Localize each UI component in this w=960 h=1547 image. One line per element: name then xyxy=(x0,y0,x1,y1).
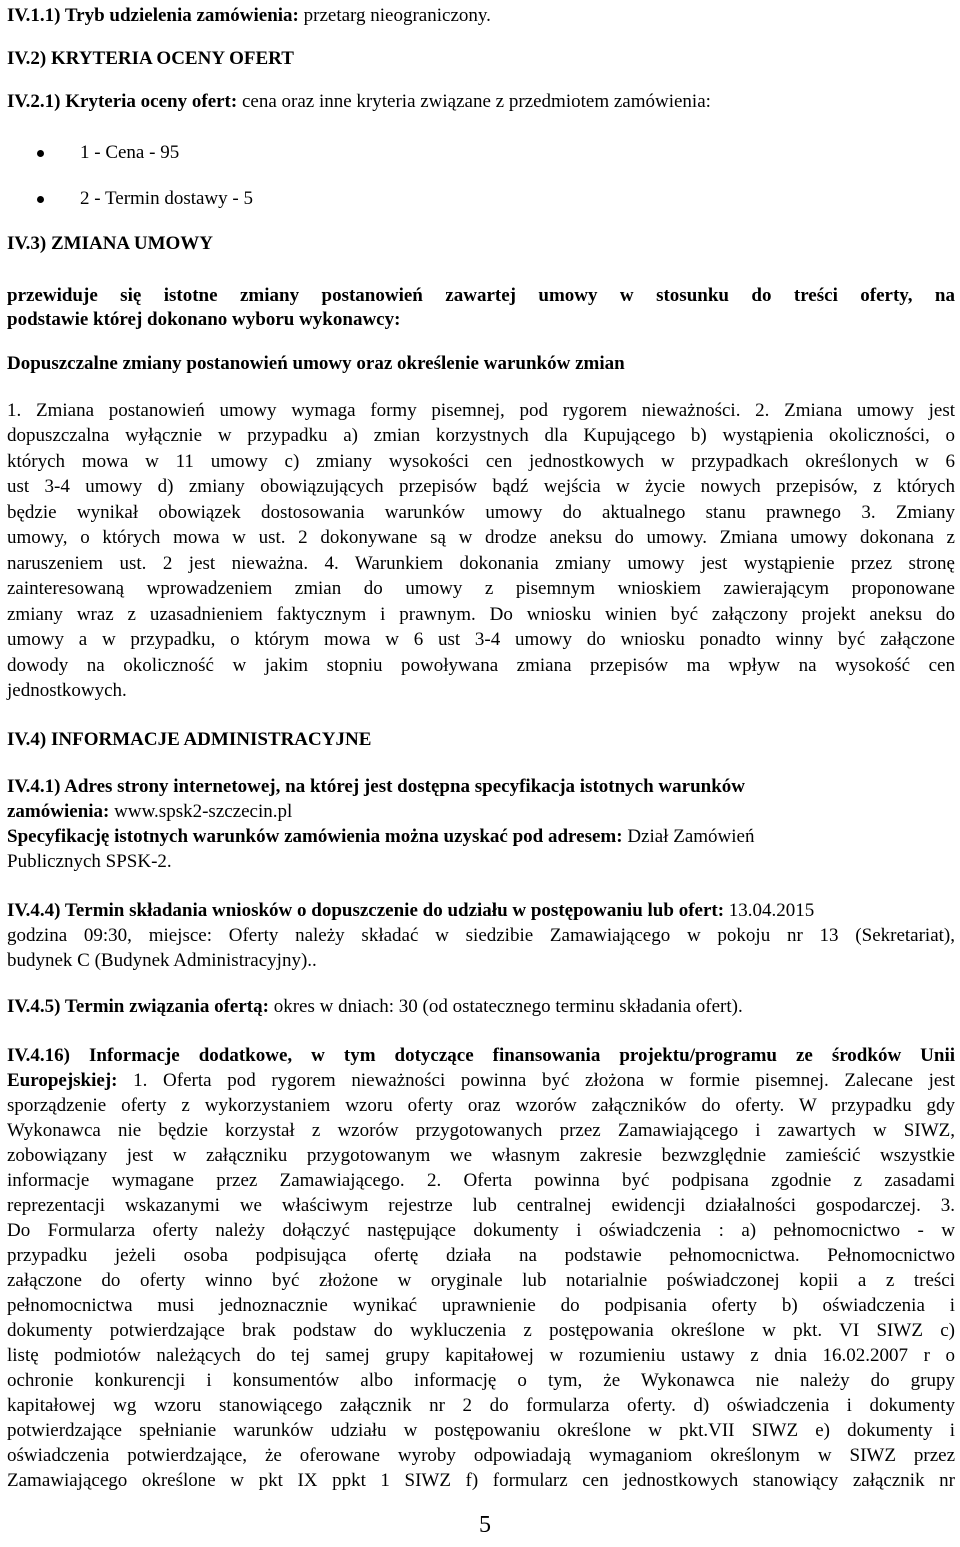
section-iv-1-1 xyxy=(7,4,491,28)
iv3-body-line: zmiany wraz z uzasadnieniem faktycznym i prawnym. Do wniosku winien być załączony projekt aneksu do xyxy=(7,604,955,625)
iv4-16-body-line: listę podmiotów należących do tej samej grupy kapitałowej w rozumieniu ustawy z dnia 16.02.2007 r o xyxy=(7,1345,955,1366)
iv3-line-2: podstawie której dokonano wyboru wykonawcy: xyxy=(7,309,401,330)
iv4-16-line-1: IV.4.16) Informacje dodatkowe, w tym dotyczące finansowania projektu/programu ze środków Unii xyxy=(7,1045,955,1066)
spec-website-url: www.spsk2-szczecin.pl xyxy=(109,801,293,822)
bullet-icon xyxy=(37,150,44,157)
iv4-16-body-line: ochronie konkurencji i konsumentów albo informację o tym, że Wykonawca nie należy do grupy xyxy=(7,1370,955,1391)
iv4-5: IV.4.5) Termin związania ofertą: okres w dniach: 30 (od ostatecznego terminu składania ofert). xyxy=(7,996,743,1017)
iv4-1-line-3: Specyfikację istotnych warunków zamówienia można uzyskać pod adresem: Dział Zamówień xyxy=(7,826,755,847)
iv3-body-line: dowody na okoliczność w jakim stopniu powoływana zmiana przepisów ma wpływ na wysokość cen xyxy=(7,655,955,676)
iv4-16-body-line: sporządzenie oferty z wykorzystaniem wzoru oferty oraz wzorów załączników do oferty. W przypadku gdy xyxy=(7,1095,955,1116)
criteria-item-1: 1 - Cena - 95 xyxy=(80,142,180,163)
iv4-1-line-4: Publicznych SPSK-2. xyxy=(7,851,172,872)
iv3-body-line: umowy, o których mowa w ust. 2 dokonywane są w drodze aneksu do umowy. Zmiana umowy dokonana z xyxy=(7,527,955,548)
iv4-16-body-line: informacje wymagane przez Zamawiającego. 2. Oferta powinna być podpisana zgodnie z zasadami xyxy=(7,1170,955,1191)
iv4-4-line-1: IV.4.4) Termin składania wniosków o dopuszczenie do udziału w postępowaniu lub ofert: 13.04.2015 xyxy=(7,900,815,921)
page-number: 5 xyxy=(479,1512,491,1538)
iv4-4-line-3: budynek C (Budynek Administracyjny).. xyxy=(7,950,317,971)
iv4-16-body-line: dokumenty potwierdzające brak podstaw do wykluczenia z postępowania określone w pkt. VI SIWZ c) xyxy=(7,1320,955,1341)
criteria-item-2: 2 - Termin dostawy - 5 xyxy=(80,188,253,209)
iv4-16-body-line: załączone do oferty winno być złożone w oryginale lub notarialnie poświadczonej kopii a z treści xyxy=(7,1270,955,1291)
iv4-4-line-2: godzina 09:30, miejsce: Oferty należy składać w siedzibie Zamawiającego w pokoju nr 13 (Sekretariat), xyxy=(7,925,955,946)
iv4-16-body-line: przypadku jeżeli osoba podpisująca ofertę działa na podstawie pełnomocnictwa. Pełnomocnictwo xyxy=(7,1245,955,1266)
section-iv-2-1-value: cena oraz inne kryteria związane z przedmiotem zamówienia: xyxy=(237,91,711,112)
section-iv-3-heading: IV.3) ZMIANA UMOWY xyxy=(7,233,214,254)
iv3-body-line: zainteresowaną wprowadzeniem zmian do umowy z pisemnym wnioskiem zawierającym proponowane xyxy=(7,578,955,599)
iv3-line-1: przewiduje się istotne zmiany postanowień zawartej umowy w stosunku do treści oferty, na xyxy=(7,285,955,306)
section-iv-1-1-label: IV.1.1) Tryb udzielenia zamówienia: xyxy=(7,5,299,26)
iv3-body-line: będzie wynikał obowiązek dostosowania warunków umowy do aktualnego stanu prawnego 3. Zmiany xyxy=(7,502,955,523)
iv4-1-line-2: zamówienia: www.spsk2-szczecin.pl xyxy=(7,801,293,822)
iv3-body-line: których mowa w 11 umowy c) zmiany wysokości cen jednostkowych w przypadkach określonych w 6 xyxy=(7,451,955,472)
section-iv-2-1-label: IV.2.1) Kryteria oceny ofert: xyxy=(7,91,238,112)
iv3-body-line: ust 3-4 umowy d) zmiany obowiązujących przepisów bądź wejścia w życie nowych przepisów, z których xyxy=(7,476,955,497)
iv3-body-line: umowy a w przypadku, o którym mowa w 6 ust 3-4 umowy do wniosku ponadto winny być załączone xyxy=(7,629,955,650)
section-iv-2-heading: IV.2) KRYTERIA OCENY OFERT xyxy=(7,48,294,69)
section-iv-4-heading: IV.4) INFORMACJE ADMINISTRACYJNE xyxy=(7,729,372,750)
section-iv-2-1 xyxy=(7,90,711,114)
iv4-16-body-line: pełnomocnictwa musi jednoznacznie wynikać uprawnienie do podpisania oferty b) oświadczenia i xyxy=(7,1295,955,1316)
iv4-16-body-line: zobowiązany jest w załączniku przygotowanym we własnym zakresie bezwzględnie zamieścić wszystkie xyxy=(7,1145,955,1166)
iv3-body-line: naruszeniem ust. 2 jest nieważna. 4. Warunkiem dokonania zmiany umowy jest wystąpienie przez stronę xyxy=(7,553,955,574)
iv4-16-body-line: Zamawiającego określone w pkt IX ppkt 1 SIWZ f) formularz cen jednostkowych stanowiący załącznik nr xyxy=(7,1470,955,1491)
iv3-body-line: jednostkowych. xyxy=(7,680,127,701)
iv4-1-line-1: IV.4.1) Adres strony internetowej, na której jest dostępna specyfikacja istotnych warunków xyxy=(7,776,746,797)
iv4-16-body-line: Do Formularza oferty należy dołączyć następujące dokumenty i oświadczenia : a) pełnomocnictwo - w xyxy=(7,1220,955,1241)
iv3-body-line: 1. Zmiana postanowień umowy wymaga formy pisemnej, pod rygorem nieważności. 2. Zmiana umowy jest xyxy=(7,400,955,421)
iv3-body-line: dopuszczalna wyłącznie w przypadku a) zmian korzystnych dla Kupującego b) wystąpienia okoliczności, o xyxy=(7,425,955,446)
deadline-date: 13.04.2015 xyxy=(724,900,815,921)
section-iv-1-1-value: przetarg nieograniczony. xyxy=(298,5,491,26)
iv4-16-body-line: oświadczenia potwierdzające, że oferowane wyroby odpowiadają wymaganiom określonym w SIWZ przez xyxy=(7,1445,955,1466)
iv4-16-body-line: kapitałowej wg wzoru stanowiącego załącznik nr 2 do formularza oferty. d) oświadczenia i dokumenty xyxy=(7,1395,955,1416)
iv3-subheading: Dopuszczalne zmiany postanowień umowy oraz określenie warunków zmian xyxy=(7,353,625,374)
iv4-16-line-2: Europejskiej: 1. Oferta pod rygorem nieważności powinna być złożona w formie pisemnej. Zalecane jest xyxy=(7,1070,955,1091)
iv4-16-body-line: Wykonawca nie będzie korzystał z wzorów przygotowanych przez Zamawiającego i zawartych w SIWZ, xyxy=(7,1120,955,1141)
iv4-16-body-line: reprezentacji wskazanymi we właściwym rejestrze lub centralnej ewidencji działalności gospodarczej. 3. xyxy=(7,1195,955,1216)
iv4-16-body-line: potwierdzające spełnianie warunków udziału w postępowaniu określone w pkt.VII SIWZ e) dokumenty i xyxy=(7,1420,955,1441)
bullet-icon xyxy=(37,196,44,203)
